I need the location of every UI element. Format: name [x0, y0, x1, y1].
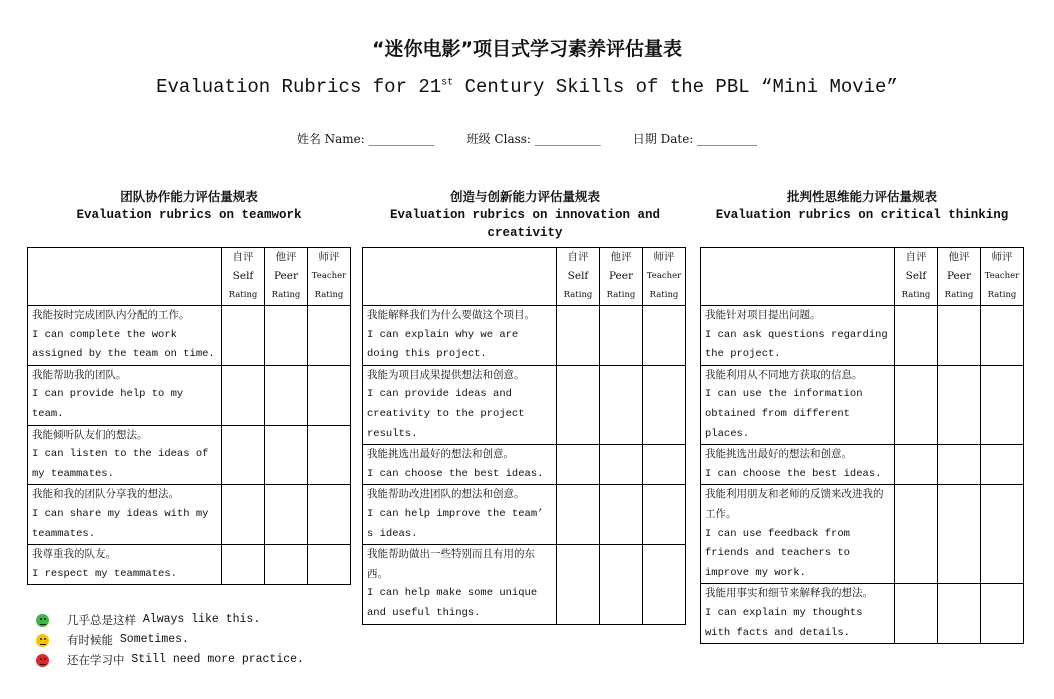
peer-rating-cell[interactable]: [938, 445, 981, 485]
teacher-rating-cell[interactable]: [643, 365, 686, 444]
table-row: [363, 306, 686, 366]
legend-row-always: 几乎总是这样 Always like this.: [36, 610, 304, 630]
self-rating-cell[interactable]: [222, 365, 265, 425]
item-en: I can complete the work assigned by the team on time.: [32, 328, 215, 361]
self-rating-cell[interactable]: [895, 584, 938, 644]
teacher-rating-cell[interactable]: [981, 365, 1024, 444]
document-title-english: Evaluation Rubrics for 21st Century Skills of the PBL “Mini Movie”: [156, 76, 898, 98]
table-row: [28, 365, 351, 425]
item-cn: 我能利用从不同地方获取的信息。: [705, 368, 863, 381]
self-rating-cell[interactable]: [557, 545, 600, 624]
rubric-item: [363, 545, 557, 624]
legend-row-practice: 还在学习中 Still need more practice.: [36, 650, 304, 670]
date-field[interactable]: 日期 Date: __________: [632, 132, 758, 146]
red-smiley-icon: [36, 654, 49, 667]
innovation-section-title: 创造与创新能力评估量规表 Evaluation rubrics on innovation and creativity: [389, 189, 661, 240]
item-cn: 我能用事实和细节来解释我的想法。: [705, 587, 873, 600]
item-cn: 我能帮助改进团队的想法和创意。: [367, 488, 525, 501]
peer-rating-header: 他评 Peer Rating: [265, 248, 308, 306]
item-en: I can use feedback from friends and teachers to improve my work.: [705, 527, 850, 579]
table-row: [701, 306, 1024, 366]
item-en: I respect my teammates.: [32, 567, 177, 580]
item-en: I can listen to the ideas of my teammates.: [32, 448, 209, 480]
peer-rating-cell[interactable]: [938, 365, 981, 444]
teacher-rating-cell[interactable]: [643, 545, 686, 624]
peer-rating-cell[interactable]: [600, 365, 643, 444]
rubric-item: [28, 425, 222, 485]
header-blank-cell: [28, 248, 222, 306]
innovation-rubric-table: [362, 247, 686, 625]
peer-rating-cell[interactable]: [938, 485, 981, 584]
item-cn: 我能帮助做出一些特别而且有用的东西。: [367, 548, 535, 580]
rubric-item: [701, 365, 895, 444]
table-row: [363, 545, 686, 624]
rubric-item: [701, 306, 895, 366]
item-cn: 我能针对项目提出问题。: [705, 309, 821, 321]
teacher-rating-cell[interactable]: [643, 485, 686, 545]
student-info-line: [0, 130, 1054, 147]
item-cn: 我能解释我们为什么要做这个项目。: [367, 309, 535, 321]
item-en: I can help make some unique and useful things.: [367, 587, 538, 619]
peer-rating-cell[interactable]: [265, 485, 308, 545]
item-en: I can explain why we are doing this project.: [367, 328, 519, 361]
self-rating-cell[interactable]: [895, 445, 938, 485]
peer-rating-header: 他评 Peer Rating: [938, 248, 981, 306]
peer-rating-cell[interactable]: [265, 545, 308, 585]
item-cn: 我能帮助我的团队。: [32, 368, 127, 381]
rubric-item: [28, 485, 222, 545]
item-en: I can explain my thoughts with facts and details.: [705, 606, 863, 639]
self-rating-cell[interactable]: [557, 445, 600, 485]
item-cn: 我尊重我的队友。: [32, 548, 116, 561]
name-field[interactable]: 姓名 Name: ___________: [296, 132, 435, 146]
teacher-rating-header: 师评 Teacher Rating: [643, 248, 686, 306]
rubric-item: [28, 365, 222, 425]
table-row: [701, 584, 1024, 644]
teacher-rating-cell[interactable]: [981, 485, 1024, 584]
self-rating-header: 自评 Self Rating: [895, 248, 938, 306]
table-row: [701, 365, 1024, 444]
teacher-rating-header: 师评 Teacher Rating: [981, 248, 1024, 306]
teacher-rating-cell[interactable]: [643, 445, 686, 485]
teacher-rating-header: 师评 Teacher Rating: [308, 248, 351, 306]
teacher-rating-cell[interactable]: [981, 306, 1024, 366]
class-field[interactable]: 班级 Class: ___________: [466, 132, 601, 146]
table-row: [28, 545, 351, 585]
rubric-item: [363, 485, 557, 545]
table-row: [701, 485, 1024, 584]
self-rating-cell[interactable]: [222, 545, 265, 585]
self-rating-cell[interactable]: [557, 485, 600, 545]
self-rating-cell[interactable]: [895, 365, 938, 444]
self-rating-header: 自评 Self Rating: [557, 248, 600, 306]
table-row: [701, 445, 1024, 485]
teacher-rating-cell[interactable]: [643, 306, 686, 366]
yellow-smiley-icon: [36, 634, 49, 647]
teacher-rating-cell[interactable]: [308, 425, 351, 485]
header-blank-cell: [363, 248, 557, 306]
item-cn: 我能倾听队友们的想法。: [32, 428, 148, 441]
item-en: I can provide ideas and creativity to the project results.: [367, 388, 525, 440]
peer-rating-cell[interactable]: [938, 584, 981, 644]
critical-thinking-section-title: 批判性思维能力评估量规表 Evaluation rubrics on critical thinking: [715, 189, 1009, 222]
rubric-item: [701, 445, 895, 485]
rubric-item: [28, 306, 222, 366]
peer-rating-cell[interactable]: [600, 306, 643, 366]
teacher-rating-cell[interactable]: [981, 584, 1024, 644]
peer-rating-cell[interactable]: [600, 485, 643, 545]
item-en: I can share my ideas with my teammates.: [32, 507, 209, 540]
peer-rating-cell[interactable]: [265, 306, 308, 366]
item-en: I can choose the best ideas.: [705, 467, 882, 480]
table-row: [28, 425, 351, 485]
table-row: [363, 485, 686, 545]
table-row: [363, 445, 686, 485]
item-cn: 我能按时完成团队内分配的工作。: [32, 309, 190, 321]
rubric-item: [363, 445, 557, 485]
item-en: I can ask questions regarding the project.: [705, 328, 888, 361]
self-rating-cell[interactable]: [557, 365, 600, 444]
item-cn: 我能为项目成果提供想法和创意。: [367, 368, 525, 381]
item-en: I can choose the best ideas.: [367, 467, 544, 480]
header-blank-cell: [701, 248, 895, 306]
peer-rating-cell[interactable]: [600, 545, 643, 624]
teacher-rating-cell[interactable]: [308, 306, 351, 366]
self-rating-cell[interactable]: [222, 306, 265, 366]
teamwork-rubric-table: [27, 247, 351, 585]
item-cn: 我能挑选出最好的想法和创意。: [367, 448, 514, 461]
rating-legend: [36, 610, 304, 670]
self-rating-cell[interactable]: [557, 306, 600, 366]
peer-rating-cell[interactable]: [938, 306, 981, 366]
table-row: [363, 365, 686, 444]
header-row: [363, 248, 686, 306]
peer-rating-cell[interactable]: [265, 365, 308, 425]
rubric-item: [701, 485, 895, 584]
item-cn: 我能挑选出最好的想法和创意。: [705, 448, 852, 461]
teacher-rating-cell[interactable]: [308, 545, 351, 585]
self-rating-cell[interactable]: [222, 485, 265, 545]
header-row: [701, 248, 1024, 306]
rubric-item: [363, 306, 557, 366]
teacher-rating-cell[interactable]: [308, 485, 351, 545]
self-rating-cell[interactable]: [222, 425, 265, 485]
item-en: I can help improve the team’ s ideas.: [367, 507, 544, 540]
document-title-chinese: “迷你电影”项目式学习素养评估量表: [372, 38, 682, 60]
item-en: I can use the information obtained from different places.: [705, 388, 863, 440]
item-cn: 我能利用朋友和老师的反馈来改进我的工作。: [705, 488, 884, 520]
rubric-item: [701, 584, 895, 644]
legend-row-sometimes: 有时候能 Sometimes.: [36, 630, 304, 650]
teamwork-section-title: 团队协作能力评估量规表 Evaluation rubrics on teamwork: [76, 189, 302, 222]
header-row: [28, 248, 351, 306]
item-en: I can provide help to my team.: [32, 388, 184, 420]
rubric-item: [28, 545, 222, 585]
teacher-rating-cell[interactable]: [981, 445, 1024, 485]
table-row: [28, 306, 351, 366]
item-cn: 我能和我的团队分享我的想法。: [32, 488, 179, 501]
green-smiley-icon: [36, 614, 49, 627]
peer-rating-cell[interactable]: [265, 425, 308, 485]
peer-rating-header: 他评 Peer Rating: [600, 248, 643, 306]
teacher-rating-cell[interactable]: [308, 365, 351, 425]
critical-thinking-rubric-table: [700, 247, 1024, 644]
self-rating-cell[interactable]: [895, 306, 938, 366]
self-rating-cell[interactable]: [895, 485, 938, 584]
rubric-item: [363, 365, 557, 444]
table-row: [28, 485, 351, 545]
self-rating-header: 自评 Self Rating: [222, 248, 265, 306]
peer-rating-cell[interactable]: [600, 445, 643, 485]
